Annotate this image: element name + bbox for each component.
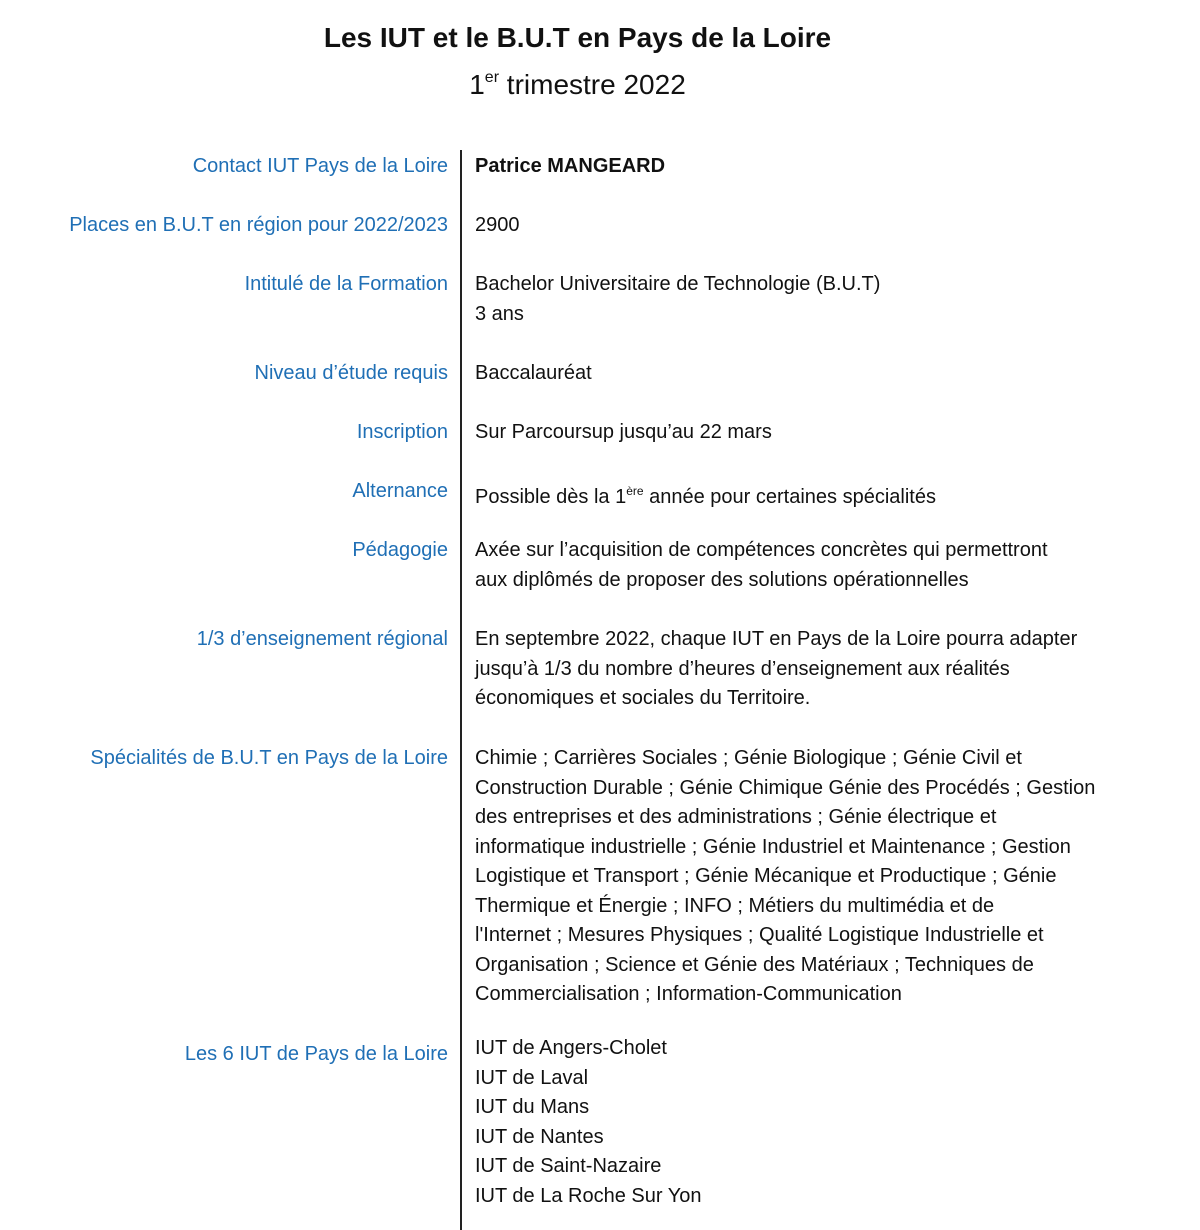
- row-label: Les 6 IUT de Pays de la Loire: [184, 1043, 448, 1065]
- value-line: économiques et sociales du Territoire.: [475, 687, 811, 709]
- value-line: Construction Durable ; Génie Chimique Génie des Procédés ; Gestion: [475, 776, 1096, 799]
- row-label: Inscription: [356, 421, 448, 443]
- value-line: En septembre 2022, chaque IUT en Pays de la Loire pourra adapter: [475, 628, 1078, 650]
- subtitle-number: 1: [469, 69, 485, 100]
- value-line: Thermique et Énergie ; INFO ; Métiers du multimédia et de: [475, 894, 995, 917]
- value-line: l'Internet ; Mesures Physiques ; Qualité Logistique Industrielle et: [475, 924, 1044, 946]
- iut-list-item: IUT de Laval: [475, 1066, 589, 1089]
- row-label: Places en B.U.T en région pour 2022/2023: [69, 214, 448, 236]
- row-value: [475, 744, 1165, 1010]
- value-line: Patrice MANGEARD: [475, 155, 666, 177]
- value-line: Bachelor Universitaire de Technologie (B.U.T): [475, 273, 881, 295]
- value-line: Chimie ; Carrières Sociales ; Génie Biologique ; Génie Civil et: [475, 747, 1022, 769]
- value-line: Commercialisation ; Information-Communication: [475, 983, 902, 1005]
- row-value: [475, 211, 1165, 241]
- row-value: [475, 477, 1165, 513]
- value-line: Organisation ; Science et Génie des Matériaux ; Techniques de: [475, 953, 1034, 976]
- value-line: informatique industrielle ; Génie Industriel et Maintenance ; Gestion: [475, 835, 1071, 858]
- row-value: [475, 270, 1165, 329]
- iut-list-item: IUT de La Roche Sur Yon: [475, 1184, 702, 1207]
- iut-list-item: IUT de Saint-Nazaire: [475, 1155, 662, 1177]
- row-label: Niveau d’étude requis: [254, 362, 448, 384]
- row-value: [475, 359, 1165, 389]
- value-line: [475, 477, 1165, 513]
- value-superscript: ère: [626, 484, 644, 498]
- page-title: Les IUT et le B.U.T en Pays de la Loire: [323, 22, 832, 53]
- value-line: Baccalauréat: [475, 362, 592, 384]
- value-line: aux diplômés de proposer des solutions opérationnelles: [475, 568, 969, 591]
- row-label: 1/3 d’enseignement régional: [196, 628, 448, 650]
- row-label: Spécialités de B.U.T en Pays de la Loire: [90, 747, 448, 769]
- page-subtitle: [0, 60, 1155, 103]
- row-value: [475, 536, 1165, 595]
- row-label: Pédagogie: [352, 539, 448, 561]
- row-value: [475, 1034, 1165, 1211]
- column-divider: [460, 150, 462, 1230]
- value-line: des entreprises et des administrations ; Génie électrique et: [475, 806, 997, 828]
- value-line: 2900: [475, 214, 520, 236]
- row-label: Intitulé de la Formation: [244, 273, 448, 295]
- value-line: jusqu’à 1/3 du nombre d’heures d’enseignement aux réalités: [475, 657, 1010, 680]
- subtitle-text: trimestre 2022: [499, 69, 686, 100]
- row-value: [475, 152, 1165, 182]
- row-label: Alternance: [352, 480, 448, 502]
- value-line: Sur Parcoursup jusqu’au 22 mars: [475, 421, 772, 443]
- iut-list-item: IUT de Angers-Cholet: [475, 1037, 667, 1059]
- value-line: 3 ans: [475, 302, 524, 325]
- value-text-post: année pour certaines spécialités: [643, 486, 936, 508]
- row-value: [475, 418, 1165, 448]
- row-value: [475, 625, 1165, 714]
- iut-list-item: IUT de Nantes: [475, 1125, 604, 1148]
- value-text-pre: Possible dès la 1: [475, 486, 627, 508]
- subtitle-superscript: er: [484, 69, 500, 86]
- value-line: Logistique et Transport ; Génie Mécanique et Productique ; Génie: [475, 865, 1057, 887]
- row-label: Contact IUT Pays de la Loire: [192, 155, 448, 177]
- iut-list-item: IUT du Mans: [475, 1096, 590, 1118]
- value-line: Axée sur l’acquisition de compétences concrètes qui permettront: [475, 539, 1048, 561]
